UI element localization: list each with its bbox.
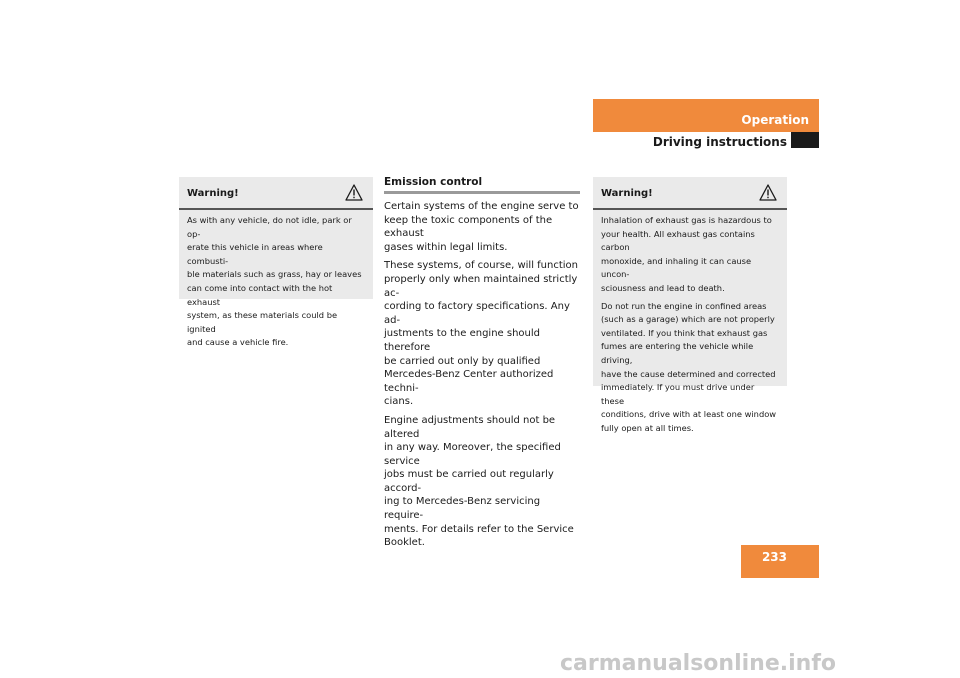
header-marker (791, 132, 819, 148)
warning-line: have the cause determined and corrected (601, 368, 776, 379)
warning-line: conditions, drive with at least one window (601, 409, 777, 420)
main-body-text (384, 200, 580, 555)
text-line: be carried out only by qualified (384, 355, 541, 367)
page-number-box (741, 545, 819, 578)
warning-line: sciousness and lead to death. (601, 282, 725, 293)
warning-line: fumes are entering the vehicle while driving, (601, 341, 754, 365)
text-line: ing to Mercedes-Benz servicing require- (384, 496, 541, 522)
paragraph (384, 200, 580, 254)
section-title: Operation (741, 113, 809, 127)
warning-line: fully open at all times. (601, 422, 694, 433)
warning-triangle-icon (759, 184, 777, 201)
text-line: in any way. Moreover, the specified service (384, 442, 561, 467)
warning-line: immediately. If you must drive under these (601, 382, 755, 406)
warning-triangle-icon (345, 184, 363, 201)
warning-box-left (179, 177, 373, 348)
warning-line: erate this vehicle in areas where combusti- (187, 242, 323, 266)
paragraph (384, 414, 580, 550)
text-line: ments. For details refer to the Service (384, 523, 574, 535)
warning-line: (such as a garage) which are not properly (601, 314, 775, 325)
text-line: cording to factory specifications. Any ad- (384, 301, 570, 326)
text-line: justments to the engine should therefore (384, 328, 541, 353)
warning-line: monoxide, and inhaling it can cause uncon- (601, 255, 752, 280)
warning-line: and cause a vehicle fire. (187, 337, 289, 348)
warning-line: system, as these materials could be ignited (187, 310, 338, 334)
text-line: gases within legal limits. (384, 241, 508, 253)
warning-paragraph (601, 214, 779, 296)
warning-paragraph (601, 300, 779, 436)
warning-line: ble materials such as grass, hay or leaves (187, 269, 362, 280)
warning-header (593, 177, 787, 210)
warning-header (179, 177, 373, 210)
warning-line: Do not run the engine in confined areas (601, 300, 767, 311)
emission-control-heading: Emission control (384, 176, 580, 194)
warning-line: As with any vehicle, do not idle, park or op- (187, 215, 352, 239)
subsection-header (593, 132, 819, 150)
text-line: cians. (384, 396, 414, 408)
warning-line: your health. All exhaust gas contains carbon (601, 228, 755, 253)
text-line: keep the toxic components of the exhaust (384, 214, 553, 240)
text-line: These systems, of course, will function (384, 260, 579, 272)
text-line: jobs must be carried out regularly accord- (384, 469, 554, 494)
warning-line: can come into contact with the hot exhaust (187, 282, 333, 307)
warning-line: Inhalation of exhaust gas is hazardous to (601, 215, 772, 225)
warning-text (179, 210, 373, 356)
page-number: 233 (761, 550, 787, 564)
subsection-title: Driving instructions (652, 135, 787, 149)
warning-line: ventilated. If you think that exhaust gas (601, 327, 768, 338)
warning-title: Warning! (601, 188, 653, 199)
section-header (593, 99, 819, 132)
text-line: Engine adjustments should not be altered (384, 414, 556, 440)
text-line: Certain systems of the engine serve to (384, 201, 579, 212)
text-line: Booklet. (384, 537, 425, 549)
paragraph (384, 259, 580, 409)
watermark: carmanualsonline.info (560, 651, 836, 676)
warning-title: Warning! (187, 188, 239, 199)
text-line: Mercedes-Benz Center authorized techni- (384, 369, 554, 394)
text-line: properly only when maintained strictly ac- (384, 273, 578, 299)
warning-box-right (593, 177, 787, 433)
warning-text (593, 210, 787, 446)
